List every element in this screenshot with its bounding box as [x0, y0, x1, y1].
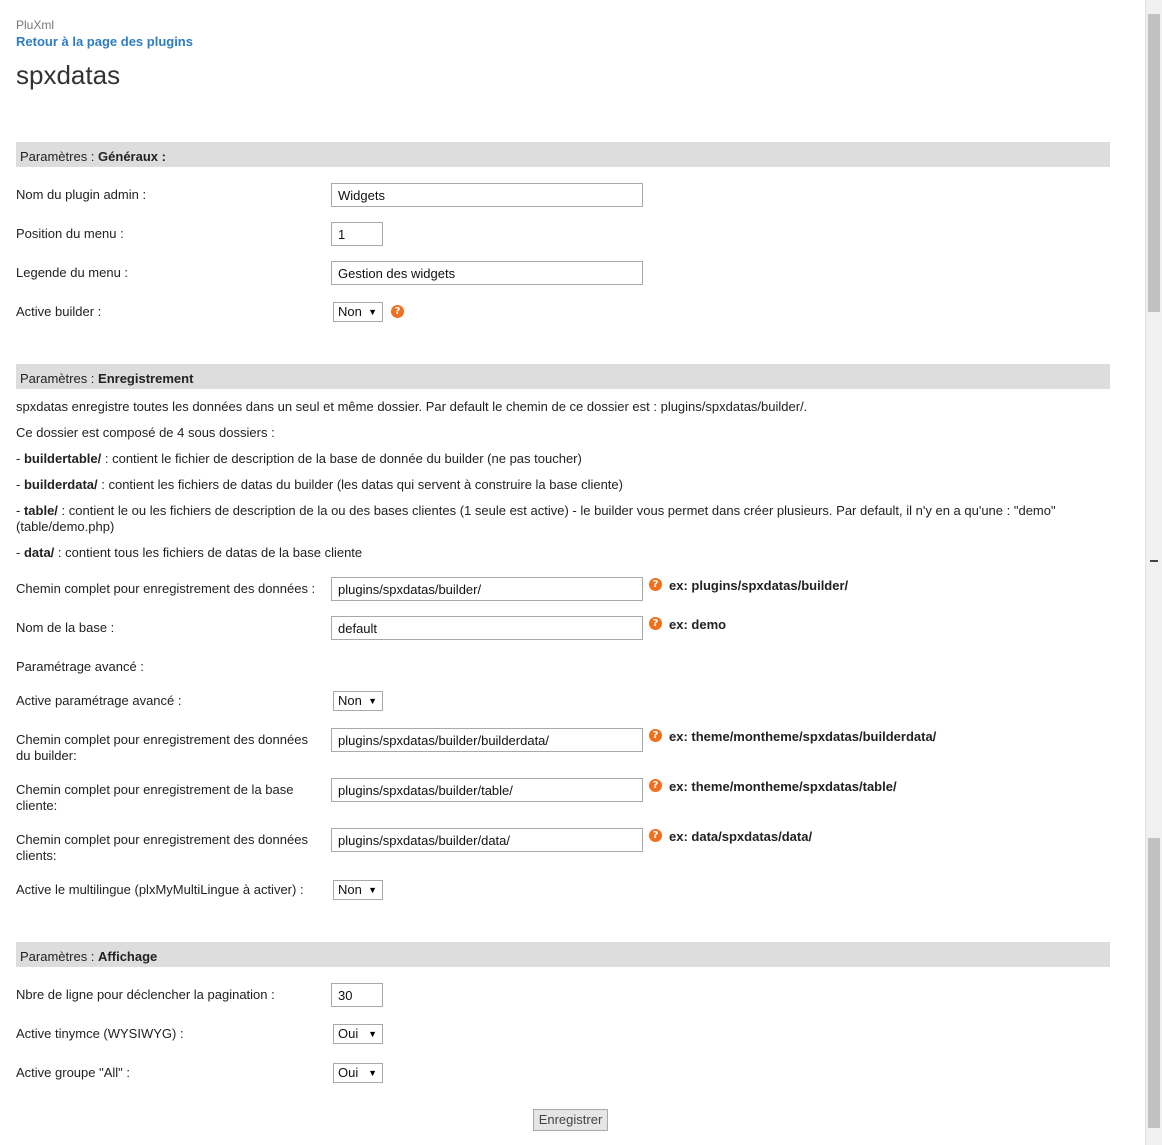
folder-item: - buildertable/ : contient le fichier de description de la base de donnée du builder (ne pas toucher)	[16, 451, 582, 466]
builder-label: Active builder :	[16, 304, 102, 319]
advanced-select[interactable]	[333, 691, 383, 711]
builder-data-example: ex: theme/montheme/spxdatas/builderdata/	[669, 729, 937, 744]
back-to-plugins-link[interactable]: Retour à la page des plugins	[16, 34, 193, 49]
section-header-general	[16, 142, 1110, 167]
section-name: Affichage	[98, 949, 158, 964]
builder-data-label: Chemin complet pour enregistrement des données du builder:	[16, 732, 308, 763]
folder-item: - builderdata/ : contient les fichiers de datas du builder (les datas qui servent à construire la base cliente)	[16, 477, 623, 492]
vertical-scrollbar[interactable]	[1145, 0, 1162, 1145]
folder-name: data/	[23, 545, 55, 560]
menu-position-input[interactable]	[331, 222, 383, 246]
tinymce-select[interactable]	[333, 1024, 383, 1044]
scroll-thumb-top[interactable]	[1148, 14, 1160, 312]
menu-legend-input[interactable]	[331, 261, 643, 285]
builder-select[interactable]	[333, 302, 383, 322]
folder-name: builderdata/	[23, 477, 98, 492]
storage-composed-text: Ce dossier est composé de 4 sous dossiers :	[16, 425, 275, 440]
section-prefix: Paramètres :	[20, 149, 99, 164]
section-prefix: Paramètres :	[20, 949, 99, 964]
page-title: spxdatas	[16, 60, 121, 90]
pagination-label: Nbre de ligne pour déclencher la pagination :	[16, 987, 275, 1002]
plugin-name-label: Nom du plugin admin :	[16, 187, 147, 202]
select-value: Non	[338, 882, 362, 897]
client-table-example: ex: theme/montheme/spxdatas/table/	[669, 779, 897, 794]
menu-position-label: Position du menu :	[16, 226, 124, 241]
base-name-example: ex: demo	[669, 617, 727, 632]
client-table-label: Chemin complet pour enregistrement de la base cliente:	[16, 782, 294, 813]
folder-desc: : contient tous les fichiers de datas de la base cliente	[54, 545, 363, 560]
folder-name: buildertable/	[23, 451, 102, 466]
app-name: PluXml	[16, 18, 55, 32]
advanced-heading: Paramétrage avancé :	[16, 659, 144, 674]
question-circle-icon[interactable]: ?	[649, 578, 662, 591]
triangle-down-icon: ▼	[368, 1068, 377, 1078]
advanced-label: Active paramétrage avancé :	[16, 693, 182, 708]
group-all-select[interactable]	[333, 1063, 383, 1083]
folder-item: - table/ : contient le ou les fichiers de description de la ou des bases clientes (1 seule est active) - le builder vous permet dans créer plusieurs. Par default, il n'y en a qu'une : "demo" (table/demo.php)	[16, 503, 1056, 534]
triangle-down-icon: ▼	[368, 307, 377, 317]
full-path-example: ex: plugins/spxdatas/builder/	[669, 578, 849, 593]
triangle-down-icon: ▼	[368, 696, 377, 706]
section-name: Enregistrement	[98, 371, 194, 386]
select-value: Non	[338, 304, 362, 319]
multilang-label: Active le multilingue (plxMyMultiLingue à activer) :	[16, 882, 304, 897]
folder-name: table/	[23, 503, 58, 518]
section-header-storage	[16, 364, 1110, 389]
client-table-input[interactable]	[331, 778, 643, 802]
section-name: Généraux :	[98, 149, 166, 164]
client-data-label: Chemin complet pour enregistrement des données clients:	[16, 832, 308, 863]
pagination-input[interactable]	[331, 983, 383, 1007]
builder-data-input[interactable]	[331, 728, 643, 752]
save-button[interactable]: Enregistrer	[533, 1109, 608, 1131]
multilang-select[interactable]	[333, 880, 383, 900]
section-prefix: Paramètres :	[20, 371, 99, 386]
select-value: Oui	[338, 1065, 359, 1080]
client-data-input[interactable]	[331, 828, 643, 852]
base-name-label: Nom de la base :	[16, 620, 115, 635]
full-path-input[interactable]	[331, 577, 643, 601]
folder-item: - data/ : contient tous les fichiers de datas de la base cliente	[16, 545, 363, 560]
section-header-display	[16, 942, 1110, 967]
tinymce-label: Active tinymce (WYSIWYG) :	[16, 1026, 184, 1041]
question-circle-icon[interactable]: ?	[649, 617, 662, 630]
client-data-example: ex: data/spxdatas/data/	[669, 829, 813, 844]
select-value: Oui	[338, 1026, 359, 1041]
folder-desc: : contient les fichiers de datas du builder (les datas qui servent à construire la base cliente)	[97, 477, 623, 492]
storage-intro-text: spxdatas enregistre toutes les données dans un seul et même dossier. Par default le chemin de ce dossier est : plugins/spxdatas/builder/.	[16, 399, 808, 414]
menu-legend-label: Legende du menu :	[16, 265, 129, 280]
folder-desc: : contient le fichier de description de la base de donnée du builder (ne pas toucher)	[101, 451, 582, 466]
plugin-name-input[interactable]	[331, 183, 643, 207]
question-circle-icon[interactable]: ?	[649, 729, 662, 742]
folder-desc: : contient le ou les fichiers de description de la ou des bases clientes (1 seule est active) - le builder vous permet dans créer plusieurs. Par default, il n'y en a qu'une : "demo" (table/demo.php)	[16, 503, 1056, 534]
group-all-label: Active groupe "All" :	[16, 1065, 131, 1080]
triangle-down-icon: ▼	[368, 885, 377, 895]
triangle-down-icon: ▼	[368, 1029, 377, 1039]
question-circle-icon[interactable]: ?	[649, 829, 662, 842]
base-name-input[interactable]	[331, 616, 643, 640]
full-path-label: Chemin complet pour enregistrement des données :	[16, 581, 316, 596]
scroll-thumb-bottom[interactable]	[1148, 838, 1160, 1128]
question-circle-icon[interactable]: ?	[649, 779, 662, 792]
select-value: Non	[338, 693, 362, 708]
question-circle-icon[interactable]: ?	[391, 305, 404, 318]
scroll-position-marker	[1150, 560, 1158, 562]
